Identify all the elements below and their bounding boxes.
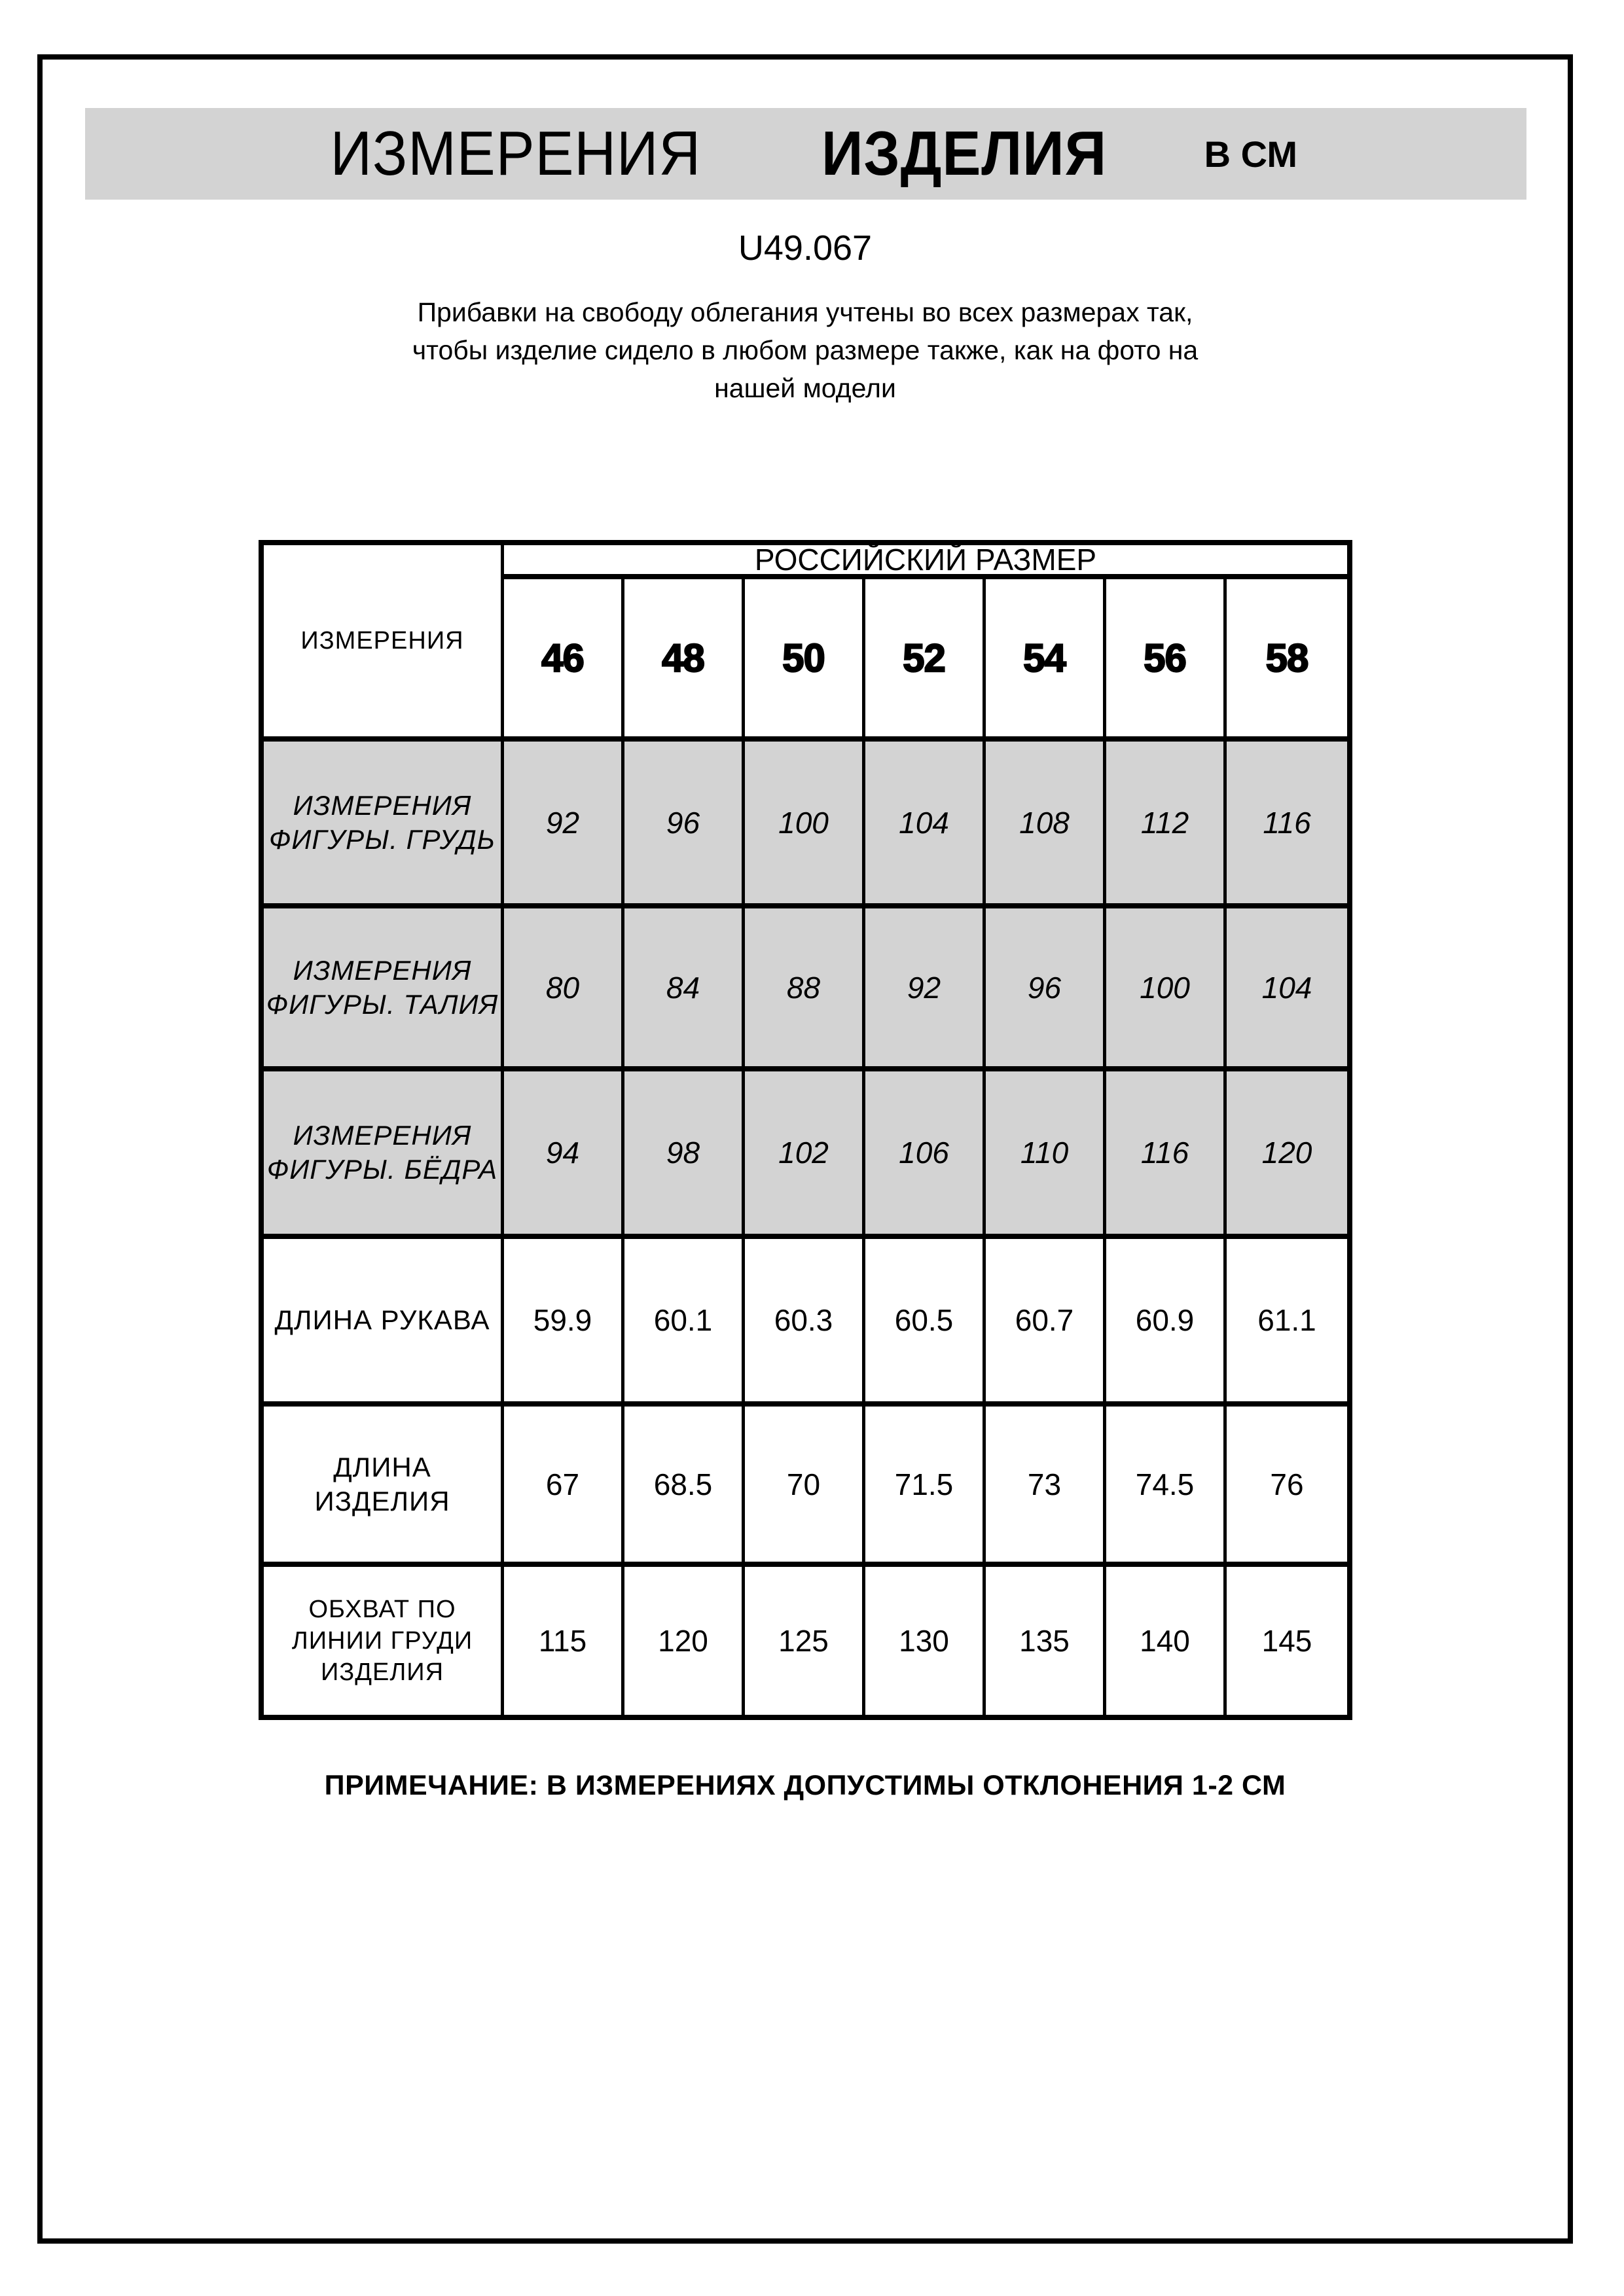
row-label-line: ИЗМЕРЕНИЯ bbox=[293, 1120, 472, 1151]
row-label-line: ДЛИНА ИЗДЕЛИЯ bbox=[314, 1451, 450, 1516]
value-cell: 98 bbox=[624, 1071, 745, 1239]
title-product: ИЗДЕЛИЯ bbox=[821, 118, 1107, 188]
value-cell: 61.1 bbox=[1227, 1239, 1347, 1407]
table-corner-label: ИЗМЕРЕНИЯ bbox=[264, 545, 504, 742]
size-group-header: РОССИЙСКИЙ РАЗМЕР bbox=[504, 545, 1347, 579]
value-cell: 60.1 bbox=[624, 1239, 745, 1407]
value-cell: 60.3 bbox=[745, 1239, 865, 1407]
value-cell: 96 bbox=[624, 742, 745, 908]
value-cell: 145 bbox=[1261, 1624, 1312, 1658]
size-table bbox=[259, 540, 1352, 1720]
value-cell: 73 bbox=[986, 1407, 1106, 1567]
value-cell: 130 bbox=[865, 1567, 986, 1715]
size-header: 58 bbox=[1227, 579, 1347, 742]
value-cell: 68.5 bbox=[624, 1407, 745, 1567]
size-header: 54 bbox=[986, 579, 1106, 742]
value-cell: 125 bbox=[745, 1567, 865, 1715]
title-units: В СМ bbox=[1204, 133, 1297, 175]
value-cell: 67 bbox=[504, 1407, 624, 1567]
value-cell: 71.5 bbox=[865, 1407, 986, 1567]
value-cell: 60.9 bbox=[1106, 1239, 1227, 1407]
value-cell: 135 bbox=[986, 1567, 1106, 1715]
value-cell: 120 bbox=[1227, 1071, 1347, 1239]
row-label-cell bbox=[264, 908, 504, 1071]
description-line: чтобы изделие сидело в любом размере также, как на фото на bbox=[412, 335, 1199, 365]
value-cell: 88 bbox=[745, 908, 865, 1071]
value-cell: 92 bbox=[504, 742, 624, 908]
value-cell: 60.7 bbox=[986, 1239, 1106, 1407]
row-label-cell bbox=[264, 742, 504, 908]
row-label-line: ЛИНИИ ГРУДИ bbox=[291, 1627, 473, 1655]
value-cell: 100 bbox=[1106, 908, 1227, 1071]
value-cell: 59.9 bbox=[504, 1239, 624, 1407]
value-cell: 115 bbox=[504, 1567, 624, 1715]
value-cell: 94 bbox=[504, 1071, 624, 1239]
value-cell: 108 bbox=[986, 742, 1106, 908]
size-header: 56 bbox=[1106, 579, 1227, 742]
value-cell: 116 bbox=[1106, 1071, 1227, 1239]
product-code: U49.067 bbox=[738, 228, 873, 268]
value-cell: 102 bbox=[745, 1071, 865, 1239]
size-header: 46 bbox=[504, 579, 624, 742]
size-header: 48 bbox=[624, 579, 745, 742]
row-label-line: ФИГУРЫ. ГРУДЬ bbox=[268, 823, 496, 855]
size-header: 52 bbox=[865, 579, 986, 742]
value-cell: 76 bbox=[1227, 1407, 1347, 1567]
value-cell: 92 bbox=[865, 908, 986, 1071]
row-label-cell bbox=[264, 1071, 504, 1239]
value-cell: 96 bbox=[986, 908, 1106, 1071]
size-header: 50 bbox=[745, 579, 865, 742]
value-cell: 100 bbox=[745, 742, 865, 908]
value-cell: 116 bbox=[1227, 742, 1347, 908]
row-label-line: ИЗМЕРЕНИЯ bbox=[293, 954, 472, 986]
row-label-line: ФИГУРЫ. БЁДРА bbox=[266, 1154, 498, 1185]
note-text: ПРИМЕЧАНИЕ: В ИЗМЕРЕНИЯХ ДОПУСТИМЫ ОТКЛОНЕНИЯ 1-2 СМ bbox=[324, 1770, 1286, 1801]
value-cell: 84 bbox=[624, 908, 745, 1071]
value-cell: 120 bbox=[624, 1567, 745, 1715]
value-cell: 104 bbox=[1227, 908, 1347, 1071]
description-line: Прибавки на свободу облегания учтены во всех размерах так, bbox=[417, 297, 1193, 327]
row-label-cell bbox=[264, 1567, 504, 1715]
value-cell: 104 bbox=[865, 742, 986, 908]
row-label-line: ИЗДЕЛИЯ bbox=[320, 1659, 444, 1686]
title-measurements: ИЗМЕРЕНИЯ bbox=[330, 118, 702, 188]
description-line: нашей модели bbox=[714, 373, 896, 403]
value-cell: 106 bbox=[865, 1071, 986, 1239]
row-label-line: ДЛИНА РУКАВА bbox=[274, 1304, 490, 1335]
value-cell: 140 bbox=[1106, 1567, 1227, 1715]
value-cell: 80 bbox=[504, 908, 624, 1071]
row-label-line: ФИГУРЫ. ТАЛИЯ bbox=[266, 988, 499, 1020]
title-bar bbox=[85, 108, 1526, 200]
value-cell: 74.5 bbox=[1106, 1407, 1227, 1567]
row-label-line: ОБХВАТ ПО bbox=[308, 1596, 456, 1623]
product-description bbox=[37, 293, 1573, 407]
value-cell: 60.5 bbox=[865, 1239, 986, 1407]
value-cell: 110 bbox=[986, 1071, 1106, 1239]
row-label-cell bbox=[264, 1407, 504, 1567]
value-cell: 70 bbox=[745, 1407, 865, 1567]
row-label-cell bbox=[264, 1239, 504, 1407]
value-cell: 112 bbox=[1106, 742, 1227, 908]
row-label-line: ИЗМЕРЕНИЯ bbox=[293, 789, 472, 821]
